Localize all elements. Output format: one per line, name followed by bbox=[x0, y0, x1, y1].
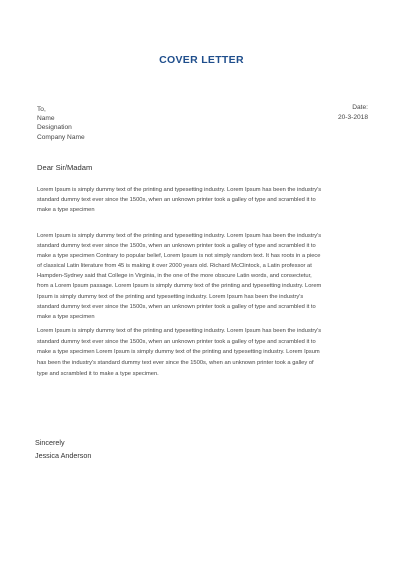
date-value: 20-3-2018 bbox=[337, 114, 368, 121]
paragraph-line: Hampden-Sydney said that College in Virginia, in the one of the more obscure Latin words, and consectetur, bbox=[37, 273, 312, 280]
paragraph-line: standard dummy text ever since the 1500s, when an unknown printer took a galley of type and scrambled it to bbox=[37, 303, 316, 310]
page-title: COVER LETTER bbox=[159, 54, 244, 66]
signer-name: Jessica Anderson bbox=[35, 451, 92, 460]
date-block bbox=[338, 103, 368, 123]
paragraph-line: of classical Latin literature from 45 is making it over 2000 years old. Richard McClintock, a Latin professor at bbox=[37, 263, 312, 270]
paragraph-line: Lorem Ipsum is simply dummy text of the printing and typesetting industry. Lorem Ipsum has been the industry's bbox=[37, 328, 322, 334]
paragraph-line: has been the industry's standard dummy text ever since the 1500s, when an unknown printer took a galley of bbox=[37, 360, 314, 367]
recipient-designation: Designation bbox=[37, 124, 72, 132]
to-label: To, bbox=[37, 106, 46, 113]
paragraph-line: Lorem Ipsum is simply dummy text of the printing and typesetting industry. Lorem Ipsum has been the industry's bbox=[37, 187, 322, 193]
closing-block bbox=[35, 436, 91, 462]
paragraph-line: make a type specimen Contrary to popular belief, Lorem Ipsum is not simply random text. It has roots in a piece bbox=[37, 253, 321, 260]
recipient-block bbox=[37, 105, 85, 142]
paragraph-line: make a type specimen Lorem Ipsum is simply dummy text of the printing and typesetting industry. Lorem Ipsum bbox=[37, 349, 320, 356]
paragraph-line: from a Lorem Ipsum passage. Lorem Ipsum is simply dummy text of the printing and typesetting industry. Lorem bbox=[37, 283, 322, 290]
body-paragraph-1 bbox=[37, 185, 373, 216]
date-label: Date: bbox=[352, 104, 368, 111]
paragraph-line: standard dummy text ever since the 1500s, when an unknown printer took a galley of type and scrambled it to bbox=[37, 243, 316, 250]
body-paragraph-3 bbox=[37, 326, 373, 380]
paragraph-line: Ipsum is simply dummy text of the printing and typesetting industry. Lorem Ipsum has been the industry's bbox=[37, 293, 304, 300]
salutation: Dear Sir/Madam bbox=[37, 163, 93, 172]
recipient-company: Company Name bbox=[37, 133, 85, 141]
paragraph-line: make a type specimen bbox=[37, 207, 95, 214]
paragraph-line: standard dummy text ever since the 1500s, when an unknown printer took a galley of type and scrambled it to bbox=[37, 338, 316, 345]
body-paragraph-2 bbox=[37, 231, 373, 322]
paragraph-line: standard dummy text ever since the 1500s, when an unknown printer took a galley of type and scrambled it to bbox=[37, 197, 316, 204]
valediction: Sincerely bbox=[35, 438, 65, 447]
paragraph-line: make a type specimen bbox=[37, 313, 95, 320]
paragraph-line: Lorem Ipsum is simply dummy text of the printing and typesetting industry. Lorem Ipsum has been the industry's bbox=[37, 233, 322, 239]
paragraph-line: type and scrambled it to make a type specimen. bbox=[37, 370, 159, 377]
recipient-name: Name bbox=[37, 115, 55, 123]
